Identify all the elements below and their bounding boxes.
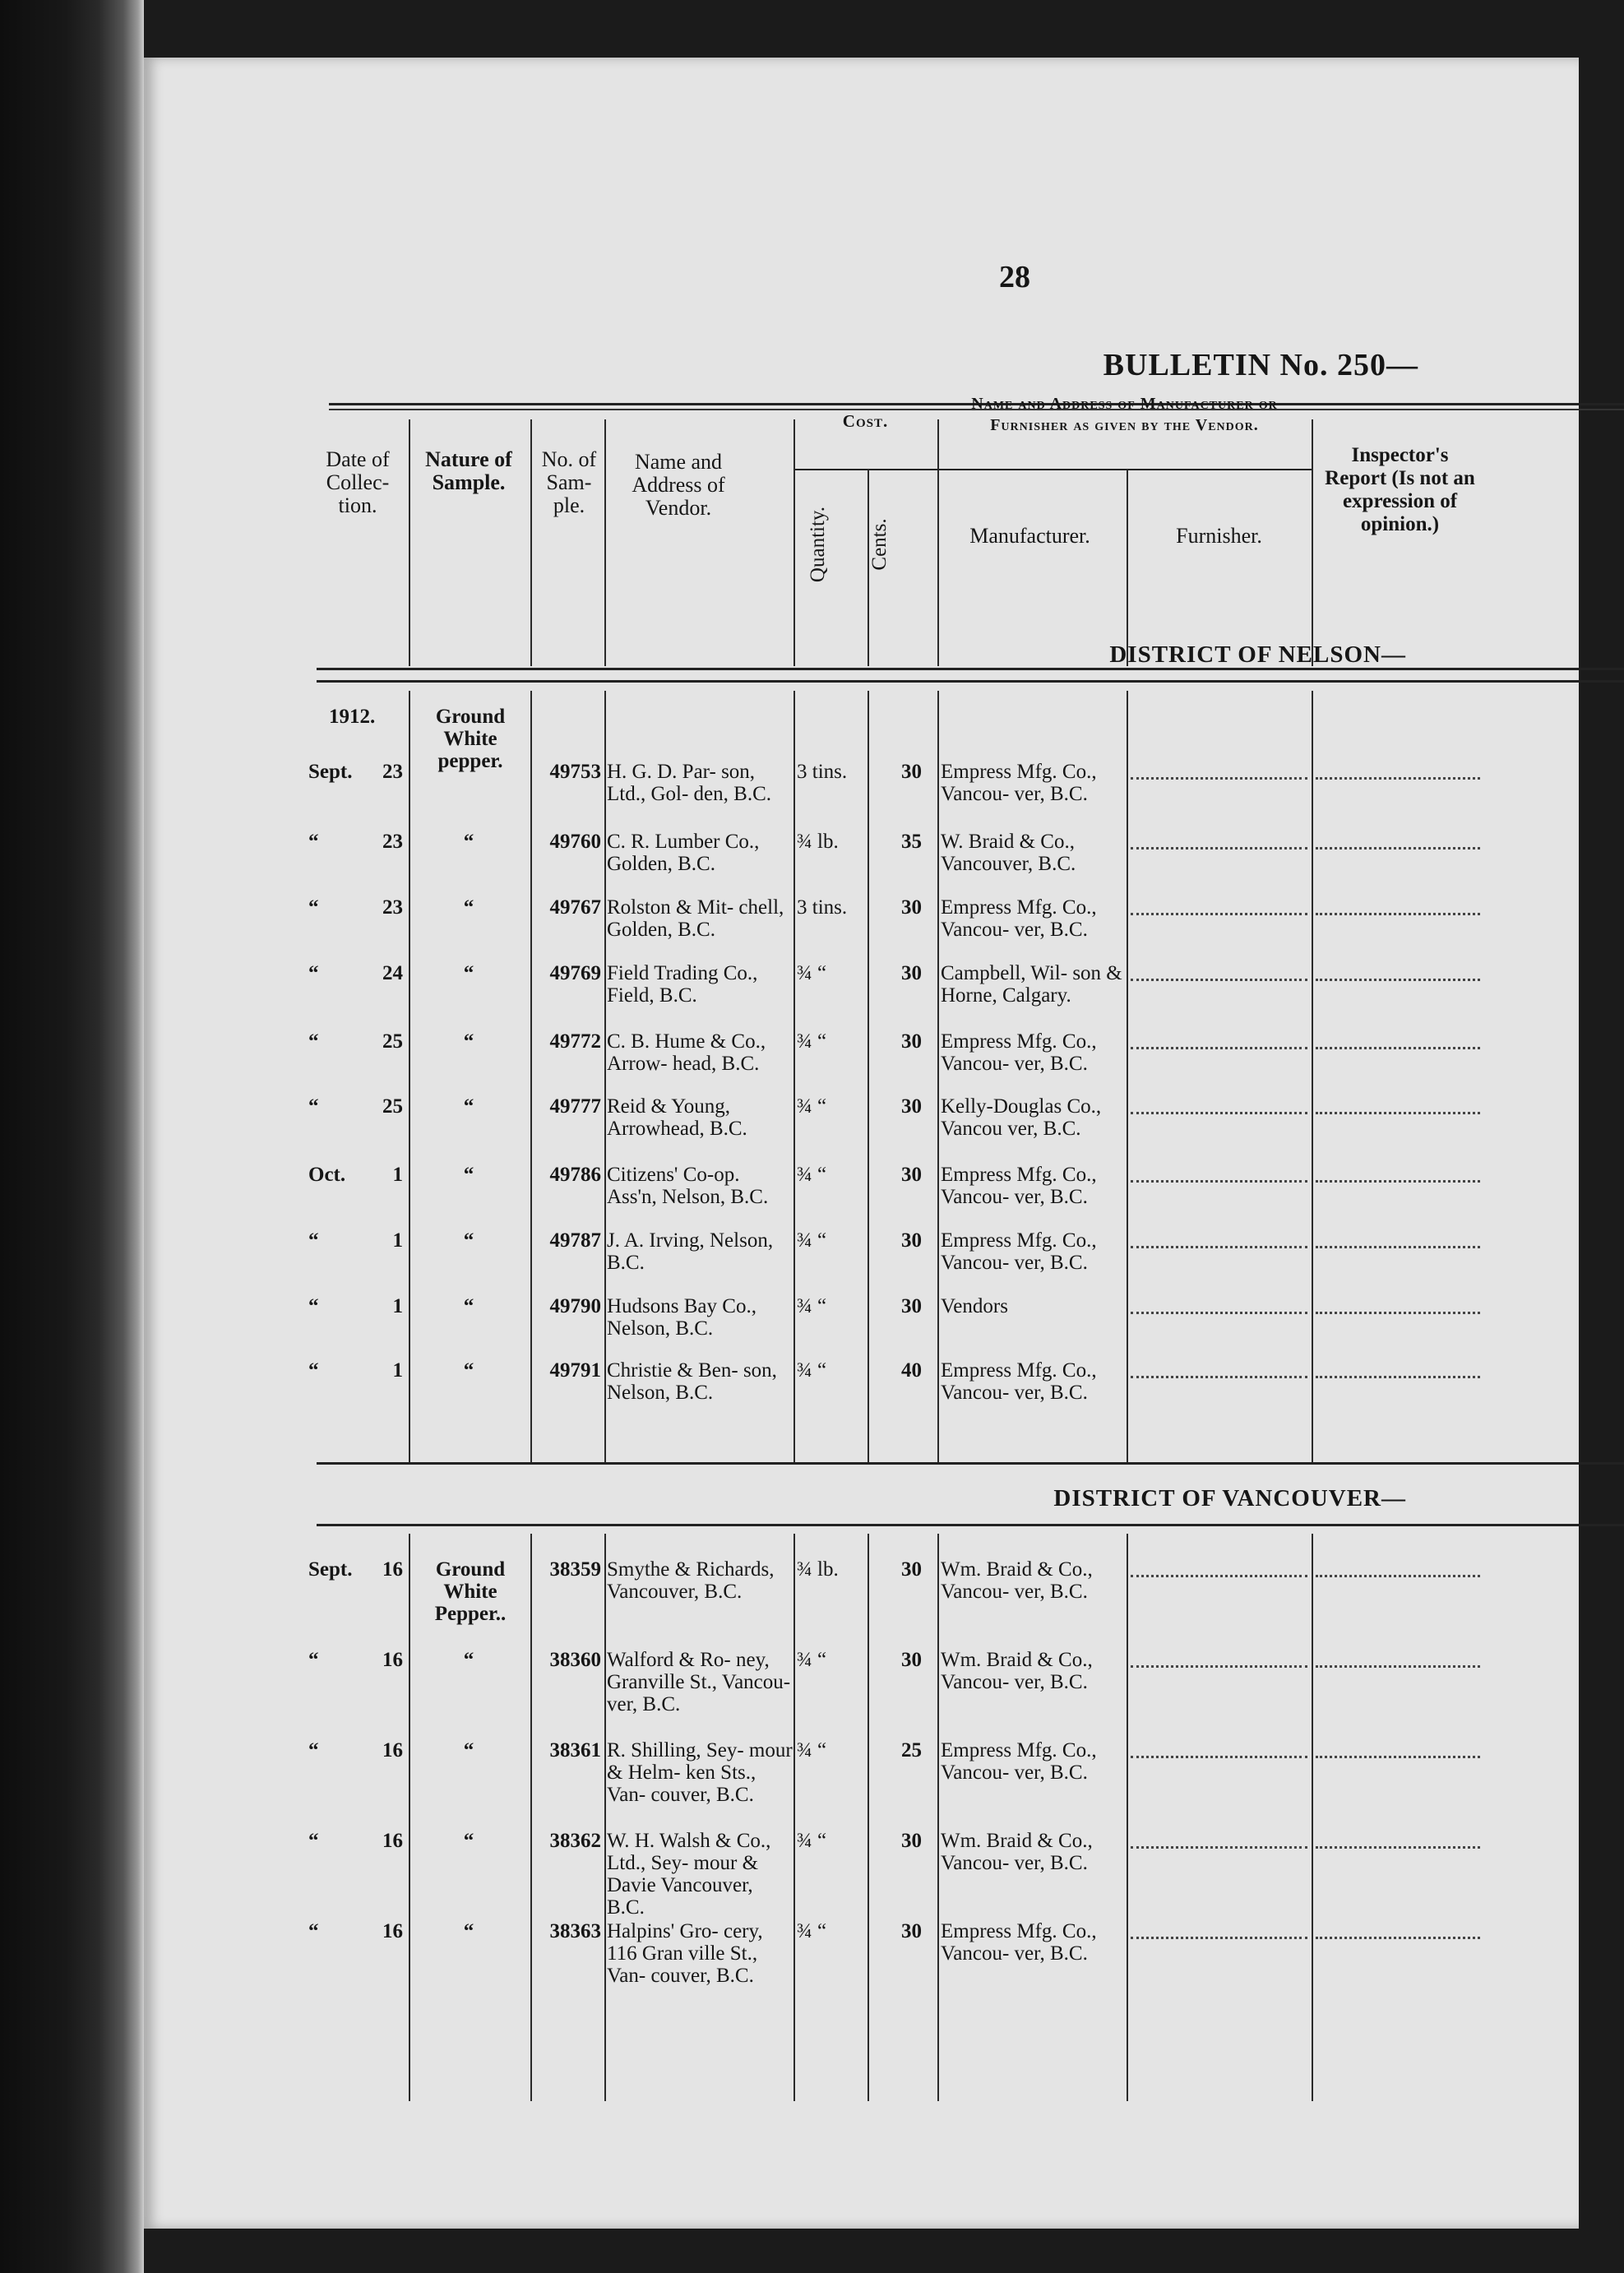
header-manufacturer: Manufacturer. [969, 524, 1090, 548]
row-nature: “ [463, 1164, 474, 1186]
leader-dots [1131, 1312, 1307, 1314]
leader-dots [1316, 1756, 1480, 1758]
header-col-line [937, 419, 939, 666]
manufacturer-rule [937, 469, 1312, 470]
leader-dots [1131, 1047, 1307, 1049]
leader-dots [1131, 1575, 1307, 1577]
row-sample-no: 38360 [549, 1649, 601, 1671]
row-sample-no: 38361 [549, 1739, 601, 1761]
row-sample-no: 49753 [549, 761, 601, 783]
row-vendor: W. H. Walsh & Co., Ltd., Sey- mour & Davie Vancouver, B.C. [607, 1830, 771, 1919]
row-nature: “ [463, 1095, 474, 1118]
row-manufacturer: Vendors [941, 1295, 1008, 1317]
leader-dots [1316, 979, 1480, 981]
leader-dots [1131, 1376, 1307, 1378]
row-day: 16 [382, 1558, 403, 1581]
header-vendor: Name and Address of Vendor. [632, 450, 725, 520]
row-nature: “ [463, 1359, 474, 1382]
leader-dots [1131, 1246, 1307, 1248]
nelson-top-rule [317, 680, 1624, 683]
header-date: Date of Collec- tion. [326, 447, 390, 517]
row-vendor: Halpins' Gro- cery, 116 Gran ville St., Van- couver, B.C. [607, 1920, 763, 1987]
row-cents: 30 [901, 1920, 922, 1942]
header-furnisher: Furnisher. [1176, 524, 1262, 548]
row-quantity: 3 tins. [797, 896, 848, 919]
header-nature: Nature of Sample. [425, 447, 512, 494]
leader-dots [1131, 1756, 1307, 1758]
row-day: 16 [382, 1739, 403, 1761]
row-sample-no: 49769 [549, 962, 601, 984]
header-col-line [1127, 469, 1128, 666]
nelson-bottom-rule [317, 1462, 1624, 1465]
row-day: 16 [382, 1649, 403, 1671]
row-sample-no: 49777 [549, 1095, 601, 1118]
row-cents: 30 [901, 1030, 922, 1053]
row-quantity: ¾ “ [797, 1739, 827, 1761]
row-manufacturer: Wm. Braid & Co., Vancou- ver, B.C. [941, 1830, 1093, 1874]
district-vancouver-title: DISTRICT OF VANCOUVER— [1053, 1485, 1406, 1511]
header-col-line [1312, 419, 1313, 666]
row-vendor: Field Trading Co., Field, B.C. [607, 962, 758, 1007]
vancouver-col-line [604, 1534, 606, 2101]
row-month: “ [308, 1030, 319, 1053]
row-vendor: Walford & Ro- ney, Granville St., Vancou- ver, B.C. [607, 1649, 791, 1715]
row-quantity: ¾ “ [797, 962, 827, 984]
row-day: 23 [382, 896, 403, 919]
vancouver-col-line [1312, 1534, 1313, 2101]
row-day: 1 [392, 1295, 403, 1317]
row-month: “ [308, 1920, 319, 1942]
row-sample-no: 49790 [549, 1295, 601, 1317]
vancouver-nature: Ground White Pepper.. [434, 1558, 507, 1625]
row-month: “ [308, 1359, 319, 1382]
leader-dots [1316, 1665, 1480, 1668]
row-day: 24 [382, 962, 403, 984]
leader-dots [1131, 777, 1307, 780]
leader-dots [1316, 1246, 1480, 1248]
row-day: 1 [392, 1164, 403, 1186]
row-cents: 30 [901, 962, 922, 984]
row-cents: 30 [901, 1295, 922, 1317]
row-vendor: Reid & Young, Arrowhead, B.C. [607, 1095, 747, 1140]
vancouver-col-line [868, 1534, 869, 2101]
row-vendor: J. A. Irving, Nelson, B.C. [607, 1229, 774, 1274]
nelson-col-line [937, 691, 939, 1464]
row-month: “ [308, 1295, 319, 1317]
row-manufacturer: Empress Mfg. Co., Vancou- ver, B.C. [941, 896, 1097, 941]
leader-dots [1131, 1112, 1307, 1114]
row-manufacturer: Campbell, Wil- son & Horne, Calgary. [941, 962, 1122, 1007]
nelson-col-line [1127, 691, 1128, 1464]
header-col-line [604, 419, 606, 666]
leader-dots [1131, 1846, 1307, 1849]
row-month: Sept. [308, 1558, 353, 1581]
row-month: Sept. [308, 761, 353, 783]
leader-dots [1131, 979, 1307, 981]
row-day: 1 [392, 1359, 403, 1382]
leader-dots [1131, 847, 1307, 849]
row-day: 1 [392, 1229, 403, 1252]
row-nature: “ [463, 1229, 474, 1252]
header-cost: Cost. [842, 411, 889, 431]
vancouver-col-line [937, 1534, 939, 2101]
row-sample-no: 49772 [549, 1030, 601, 1053]
row-quantity: ¾ “ [797, 1164, 827, 1186]
row-nature: “ [463, 896, 474, 919]
row-cents: 30 [901, 1229, 922, 1252]
row-vendor: Hudsons Bay Co., Nelson, B.C. [607, 1295, 756, 1340]
nelson-col-line [530, 691, 532, 1464]
vancouver-col-line [1127, 1534, 1128, 2101]
row-sample-no: 49791 [549, 1359, 601, 1382]
leader-dots [1131, 1180, 1307, 1183]
row-cents: 30 [901, 1164, 922, 1186]
row-month: “ [308, 1830, 319, 1852]
leader-dots [1316, 1376, 1480, 1378]
header-col-line [409, 419, 410, 666]
leader-dots [1131, 1665, 1307, 1668]
row-nature: “ [463, 1649, 474, 1671]
leader-dots [1316, 1047, 1480, 1049]
vancouver-top-rule [317, 1524, 1624, 1526]
row-quantity: 3 tins. [797, 761, 848, 783]
row-day: 23 [382, 761, 403, 783]
leader-dots [1131, 1937, 1307, 1939]
row-sample-no: 38363 [549, 1920, 601, 1942]
row-vendor: Rolston & Mit- chell, Golden, B.C. [607, 896, 784, 941]
nelson-year: 1912. [329, 706, 376, 728]
book-spine-edge [0, 0, 144, 2273]
row-manufacturer: Empress Mfg. Co., Vancou- ver, B.C. [941, 1229, 1097, 1274]
leader-dots [1316, 1312, 1480, 1314]
header-bottom-rule [317, 668, 1624, 670]
row-quantity: ¾ lb. [797, 831, 839, 853]
header-cents: Cents. [868, 518, 891, 571]
row-nature: “ [463, 1295, 474, 1317]
row-cents: 30 [901, 1095, 922, 1118]
row-nature: “ [463, 962, 474, 984]
header-col-line [530, 419, 532, 666]
row-sample-no: 49787 [549, 1229, 601, 1252]
vancouver-col-line [793, 1534, 795, 2101]
nelson-col-line [1312, 691, 1313, 1464]
row-vendor: C. R. Lumber Co., Golden, B.C. [607, 831, 760, 875]
row-vendor: C. B. Hume & Co., Arrow- head, B.C. [607, 1030, 766, 1075]
row-quantity: ¾ “ [797, 1030, 827, 1053]
row-quantity: ¾ “ [797, 1359, 827, 1382]
row-quantity: ¾ lb. [797, 1558, 839, 1581]
document-page [144, 58, 1579, 2229]
nelson-nature: Ground White pepper. [435, 706, 506, 772]
header-quantity: Quantity. [807, 506, 829, 583]
nelson-col-line [868, 691, 869, 1464]
row-quantity: ¾ “ [797, 1920, 827, 1942]
row-quantity: ¾ “ [797, 1095, 827, 1118]
leader-dots [1131, 913, 1307, 915]
header-col-line [793, 419, 795, 666]
row-nature: “ [463, 1030, 474, 1053]
row-vendor: Christie & Ben- son, Nelson, B.C. [607, 1359, 777, 1404]
row-nature: “ [463, 831, 474, 853]
row-manufacturer: Kelly-Douglas Co., Vancou ver, B.C. [941, 1095, 1102, 1140]
row-cents: 25 [901, 1739, 922, 1761]
row-cents: 40 [901, 1359, 922, 1382]
row-manufacturer: Empress Mfg. Co., Vancou- ver, B.C. [941, 1920, 1097, 1965]
row-day: 16 [382, 1920, 403, 1942]
row-quantity: ¾ “ [797, 1229, 827, 1252]
row-cents: 30 [901, 1830, 922, 1852]
leader-dots [1316, 913, 1480, 915]
row-cents: 30 [901, 896, 922, 919]
row-manufacturer: Empress Mfg. Co., Vancou- ver, B.C. [941, 1164, 1097, 1208]
row-sample-no: 49786 [549, 1164, 601, 1186]
nelson-col-line [604, 691, 606, 1464]
district-nelson-title: DISTRICT OF NELSON— [1109, 641, 1406, 668]
row-month: “ [308, 831, 319, 853]
header-sample-no: No. of Sam- ple. [541, 447, 597, 517]
row-manufacturer: Empress Mfg. Co., Vancou- ver, B.C. [941, 1739, 1097, 1784]
leader-dots [1316, 1180, 1480, 1183]
row-cents: 35 [901, 831, 922, 853]
row-month: “ [308, 962, 319, 984]
nelson-col-line [409, 691, 410, 1464]
bulletin-title: BULLETIN No. 250— [1103, 348, 1418, 382]
row-day: 16 [382, 1830, 403, 1852]
row-nature: “ [463, 1830, 474, 1852]
row-manufacturer: Empress Mfg. Co., Vancou- ver, B.C. [941, 1030, 1097, 1075]
page-number: 28 [999, 260, 1030, 294]
row-nature: “ [463, 1739, 474, 1761]
row-quantity: ¾ “ [797, 1830, 827, 1852]
header-col-line [868, 469, 869, 666]
row-day: 23 [382, 831, 403, 853]
row-cents: 30 [901, 761, 922, 783]
leader-dots [1316, 1937, 1480, 1939]
row-sample-no: 49767 [549, 896, 601, 919]
row-month: “ [308, 1739, 319, 1761]
row-cents: 30 [901, 1558, 922, 1581]
row-sample-no: 49760 [549, 831, 601, 853]
nelson-col-line [793, 691, 795, 1464]
header-manufacturer-group: Name and Address of Manufacturer or Furnisher as given by the Vendor. [971, 395, 1278, 434]
row-month: Oct. [308, 1164, 346, 1186]
row-month: “ [308, 1229, 319, 1252]
row-day: 25 [382, 1095, 403, 1118]
row-vendor: Smythe & Richards, Vancouver, B.C. [607, 1558, 775, 1603]
leader-dots [1316, 1112, 1480, 1114]
row-day: 25 [382, 1030, 403, 1053]
leader-dots [1316, 1575, 1480, 1577]
row-cents: 30 [901, 1649, 922, 1671]
row-manufacturer: Wm. Braid & Co., Vancou- ver, B.C. [941, 1558, 1093, 1603]
row-manufacturer: Empress Mfg. Co., Vancou- ver, B.C. [941, 761, 1097, 805]
header-inspector-report: Inspector's Report (Is not an expression of opinion.) [1325, 444, 1475, 535]
row-vendor: Citizens' Co-op. Ass'n, Nelson, B.C. [607, 1164, 769, 1208]
row-manufacturer: W. Braid & Co., Vancouver, B.C. [941, 831, 1076, 875]
row-vendor: H. G. D. Par- son, Ltd., Gol- den, B.C. [607, 761, 771, 805]
row-quantity: ¾ “ [797, 1649, 827, 1671]
row-month: “ [308, 1649, 319, 1671]
row-sample-no: 38359 [549, 1558, 601, 1581]
row-month: “ [308, 896, 319, 919]
row-manufacturer: Empress Mfg. Co., Vancou- ver, B.C. [941, 1359, 1097, 1404]
row-sample-no: 38362 [549, 1830, 601, 1852]
leader-dots [1316, 847, 1480, 849]
row-vendor: R. Shilling, Sey- mour & Helm- ken Sts., Van- couver, B.C. [607, 1739, 793, 1806]
row-quantity: ¾ “ [797, 1295, 827, 1317]
row-nature: “ [463, 1920, 474, 1942]
row-month: “ [308, 1095, 319, 1118]
row-manufacturer: Wm. Braid & Co., Vancou- ver, B.C. [941, 1649, 1093, 1693]
leader-dots [1316, 1846, 1480, 1849]
leader-dots [1316, 777, 1480, 780]
cost-rule [793, 469, 937, 470]
